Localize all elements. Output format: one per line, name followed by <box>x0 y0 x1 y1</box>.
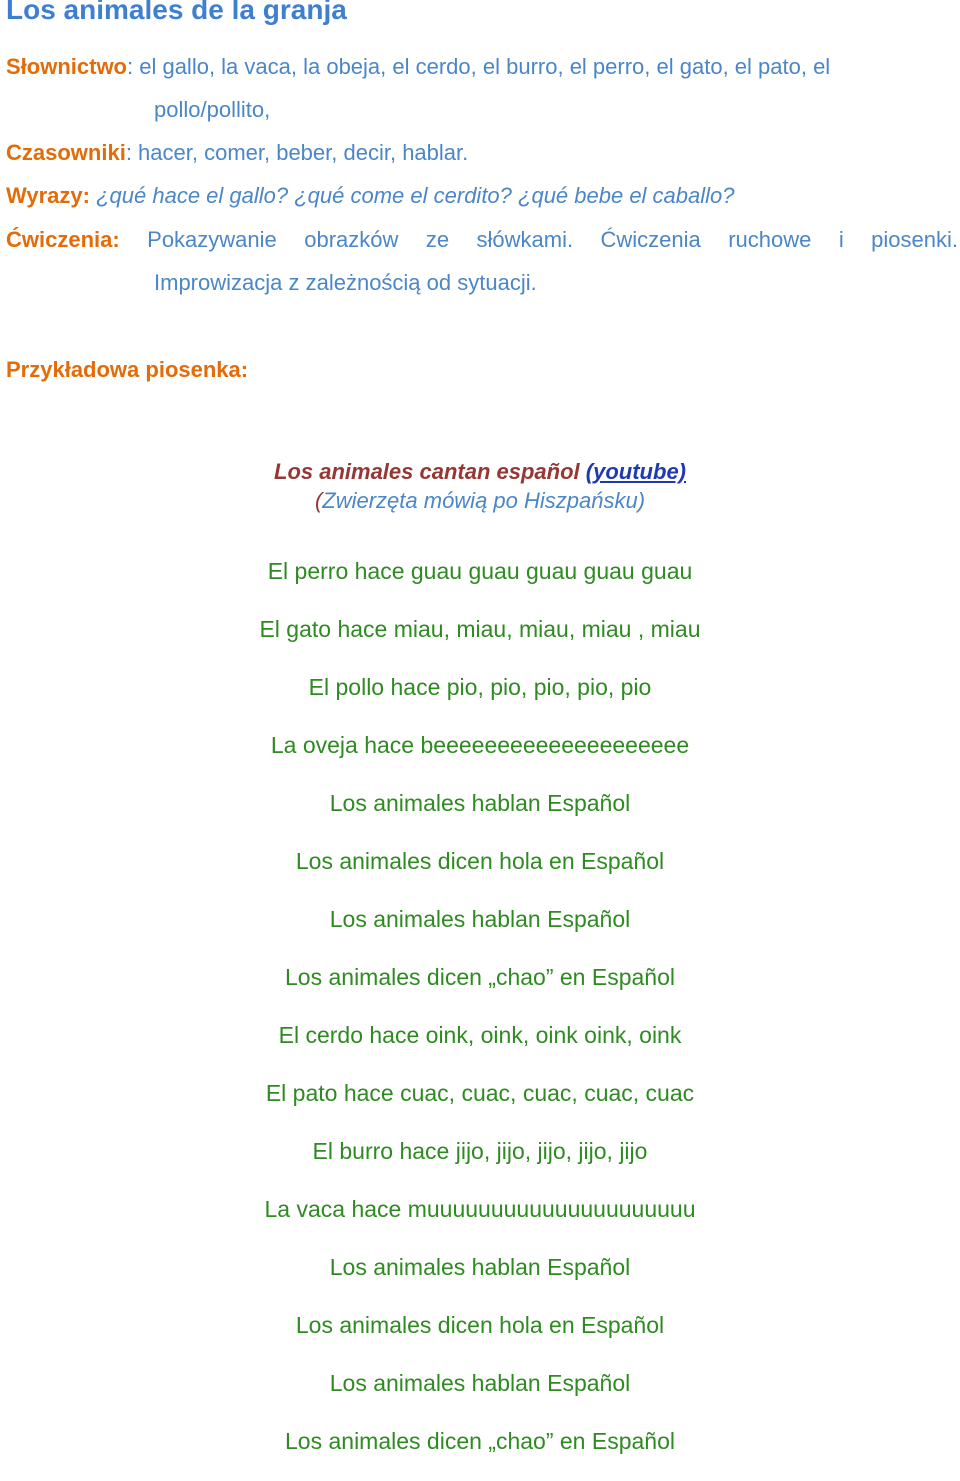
exercises-word: piosenki. <box>871 227 958 252</box>
exercises-word: słówkami. <box>476 227 574 252</box>
lyric-line: La oveja hace beeeeeeeeeeeeeeeeeeee <box>270 732 690 758</box>
exercises-word: ruchowe <box>728 227 812 252</box>
exercises-word: ze <box>425 227 450 252</box>
exercises-line <box>6 225 958 255</box>
page-title: Los animales de la granja <box>6 0 347 25</box>
lyric-line: Los animales hablan Español <box>329 790 631 816</box>
lyric-line: El cerdo hace oink, oink, oink oink, oink <box>278 1022 682 1048</box>
verbs-text: : hacer, comer, beber, decir, hablar. <box>125 140 469 165</box>
lyric-line: El pato hace cuac, cuac, cuac, cuac, cuac <box>265 1080 695 1106</box>
exercises-label: Ćwiczenia: <box>6 227 120 252</box>
lyric-line: Los animales dicen „chao” en Español <box>285 1428 675 1454</box>
exercises-line-2: Improwizacja z zależnością od sytuacji. <box>154 270 537 295</box>
lyric-line: Los animales hablan Español <box>329 1254 631 1280</box>
lyric-line: Los animales dicen hola en Español <box>295 848 665 874</box>
youtube-link[interactable]: (youtube) <box>585 459 686 484</box>
exercises-word: obrazków <box>304 227 399 252</box>
lyric-line: Los animales hablan Español <box>329 906 631 932</box>
song-title-text: Los animales cantan español <box>274 459 580 484</box>
vocab-text: : el gallo, la vaca, la obeja, el cerdo, el burro, el perro, el gato, el pato, el <box>127 54 831 79</box>
verbs-line <box>6 138 468 168</box>
verbs-label: Czasowniki <box>6 140 126 165</box>
subtitle-text: Zwierzęta mówią po Hiszpańsku) <box>322 488 646 513</box>
lyrics-list <box>0 553 960 1481</box>
exercises-word: Ćwiczenia <box>600 227 701 252</box>
lyric-line: El perro hace guau guau guau guau guau <box>267 558 693 584</box>
phrases-text: ¿qué hace el gallo? ¿qué come el cerdito? ¿qué bebe el caballo? <box>96 183 735 208</box>
vocab-line <box>6 52 830 82</box>
vocab-label: Słownictwo <box>6 54 127 79</box>
lyric-line: La vaca hace muuuuuuuuuuuuuuuuuuuuu <box>264 1196 696 1222</box>
lyric-line: El pollo hace pio, pio, pio, pio, pio <box>308 674 652 700</box>
phrases-line <box>6 181 735 211</box>
lyric-line: Los animales hablan Español <box>329 1370 631 1396</box>
subtitle-paren: ( <box>314 488 323 513</box>
lyric-line: Los animales dicen hola en Español <box>295 1312 665 1338</box>
phrases-label: Wyrazy: <box>6 183 90 208</box>
example-song-label: Przykładowa piosenka: <box>6 357 249 382</box>
exercises-word: Pokazywanie <box>147 227 277 252</box>
vocab-line-2: pollo/pollito, <box>154 97 271 122</box>
song-title <box>0 457 960 487</box>
lyric-line: Los animales dicen „chao” en Español <box>285 964 675 990</box>
song-subtitle <box>0 486 960 516</box>
exercises-word: i <box>838 227 844 252</box>
lyric-line: El burro hace jijo, jijo, jijo, jijo, jijo <box>312 1138 648 1164</box>
lyric-line: El gato hace miau, miau, miau, miau , miau <box>259 616 701 642</box>
